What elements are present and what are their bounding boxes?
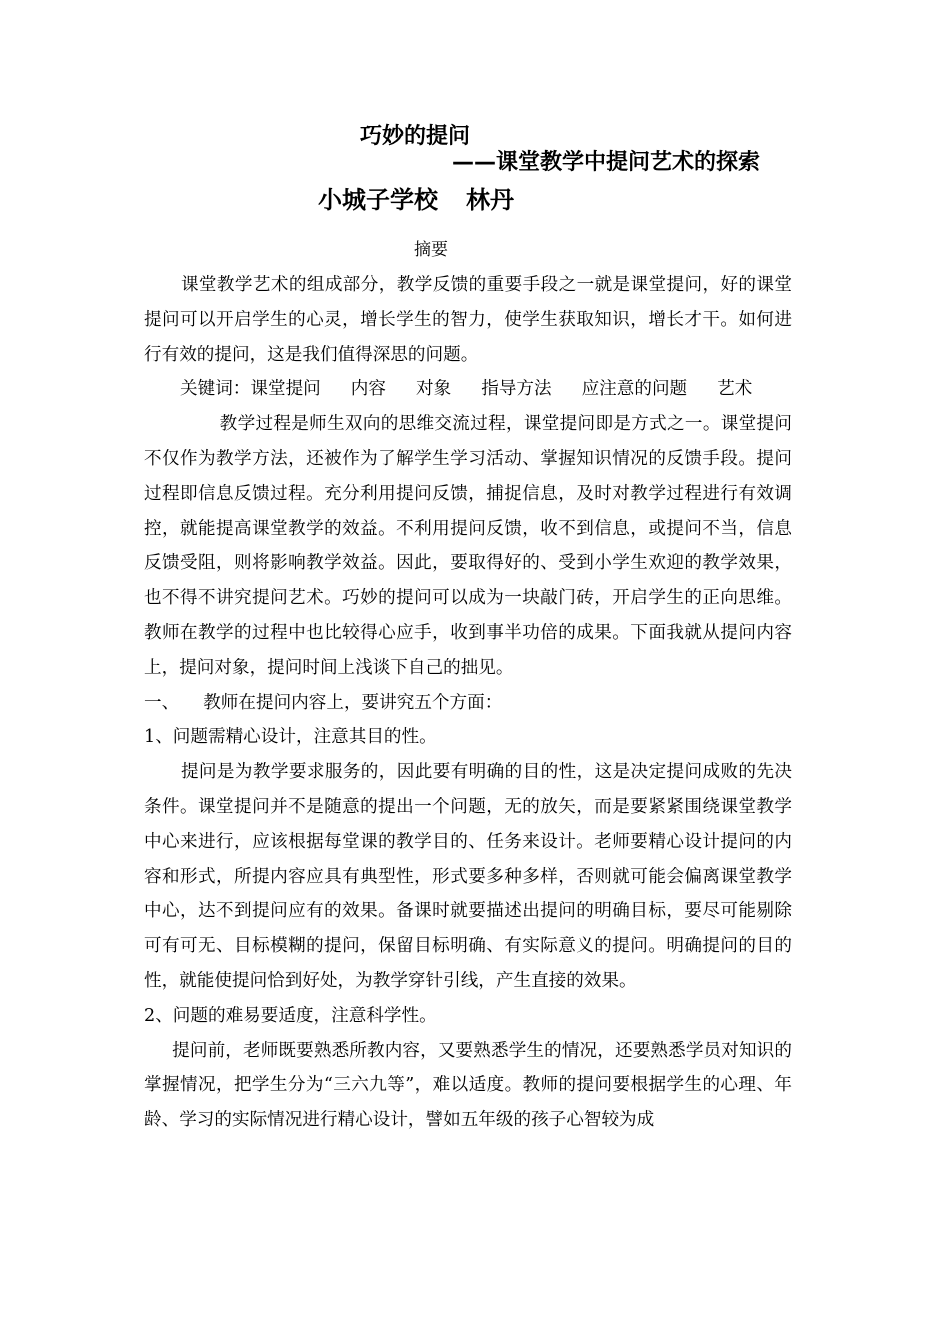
keyword: 艺术: [717, 379, 753, 400]
section-heading: [144, 686, 792, 721]
point-heading: 2、问题的难易要适度，注意科学性。: [144, 1005, 437, 1026]
keyword: 应注意的问题: [581, 379, 688, 400]
author-line: [318, 184, 514, 216]
section-title: 教师在提问内容上，要讲究五个方面：: [203, 692, 503, 713]
keyword: 指导方法: [481, 379, 552, 400]
abstract-text: 课堂教学艺术的组成部分，教学反馈的重要手段之一就是课堂提问，好的课堂提问可以开启学生的心灵，增长学生的智力，使学生获取知识，增长才干。如何进行有效的提问，这是我们值得深思的问题。: [144, 275, 792, 365]
author-school: 小城子学校: [318, 186, 438, 214]
point-heading: 1、问题需精心设计，注意其目的性。: [144, 727, 437, 748]
keyword: 课堂提问: [250, 379, 321, 400]
keyword: 对象: [415, 379, 452, 400]
abstract-heading: 摘要: [414, 240, 448, 260]
point-paragraph: 提问是为教学要求服务的，因此要有明确的目的性，这是决定提问成败的先决条件。课堂提问并不是随意的提出一个问题，无的放矢，而是要紧紧围绕课堂教学中心来进行，应该根据每堂课的教学目的、任务来设计。老师要精心设计提问的内容和形式，所提内容应具有典型性，形式要多种多样，否则就可能会偏离课堂教学中心，达不到提问应有的效果。备课时就要描述出提问的明确目标，要尽可能剔除可有可无、目标模糊的提问，保留目标明确、有实际意义的提问。明确提问的目的性，就能使提问恰到好处，为教学穿针引线，产生直接的效果。: [144, 762, 792, 991]
keywords-line: [144, 372, 792, 407]
document-body: [144, 268, 792, 1138]
keyword: 内容: [350, 379, 386, 400]
point-paragraph: 提问前，老师既要熟悉所教内容，又要熟悉学生的情况，还要熟悉学员对知识的掌握情况，把学生分为“三六九等”，难以适度。教师的提问要根据学生的心理、年龄、学习的实际情况进行精心设计，譬如五年级的孩子心智较为成: [144, 1040, 792, 1131]
author-name: 林丹: [466, 186, 514, 214]
section-number: 一、: [144, 692, 180, 713]
keywords-label: 关键词：: [180, 379, 251, 400]
intro-paragraph: 教学过程是师生双向的思维交流过程，课堂提问即是方式之一。课堂提问不仅作为教学方法，还被作为了解学生学习活动、掌握知识情况的反馈手段。提问过程即信息反馈过程。充分利用提问反馈，捕捉信息，及时对教学过程进行有效调控，就能提高课堂教学的效益。不利用提问反馈，收不到信息，或提问不当，信息反馈受阻，则将影响教学效益。因此，要取得好的、受到小学生欢迎的教学效果，也不得不讲究提问艺术。巧妙的提问可以成为一块敲门砖，开启学生的正向思维。教师在教学的过程中也比较得心应手，收到事半功倍的成果。下面我就从提问内容上，提问对象，提问时间上浅谈下自己的拙见。: [144, 414, 792, 678]
page-subtitle: ——课堂教学中提问艺术的探索: [452, 150, 761, 175]
page-title: 巧妙的提问: [360, 124, 471, 149]
